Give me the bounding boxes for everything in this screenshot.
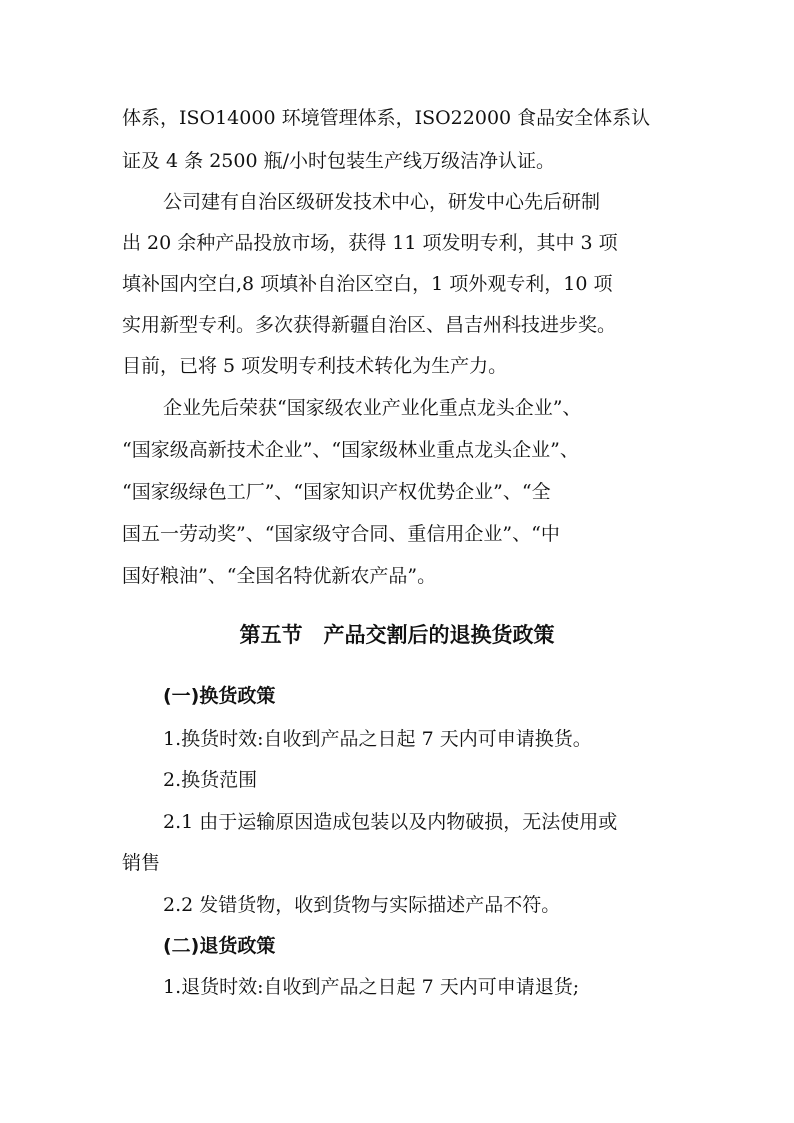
exchange-item-1: 1.换货时效:自收到产品之日起 7 天内可申请换货。 [163,728,592,750]
paragraph-line: “国家级高新技术企业”、“国家级林业重点龙头企业”、 [122,439,579,461]
return-policy-heading: (二)退货政策 [163,935,276,957]
exchange-item-2: 2.换货范围 [163,769,258,791]
paragraph-line: 国好粮油”、“全国名特优新农产品”。 [122,565,437,587]
section-title: 第五节 产品交割后的退换货政策 [239,623,555,647]
exchange-item-2-1: 2.1 由于运输原因造成包装以及内物破损，无法使用或 [163,811,618,833]
paragraph-line: 体系，ISO14000 环境管理体系，ISO22000 食品安全体系认 [122,107,651,129]
paragraph-line: 企业先后荣获“国家级农业产业化重点龙头企业”、 [163,397,582,419]
paragraph-line: 公司建有自治区级研发技术中心，研发中心先后研制 [163,191,601,213]
paragraph-line: 国五一劳动奖”、“国家级守合同、重信用企业”、“中 [122,523,560,545]
paragraph-line: 目前，已将 5 项发明专利技术转化为生产力。 [122,355,508,377]
paragraph-line: 出 20 余种产品投放市场，获得 11 项发明专利，其中 3 项 [122,232,618,254]
exchange-item-2-2: 2.2 发错货物，收到货物与实际描述产品不符。 [163,894,561,916]
return-item-1: 1.退货时效:自收到产品之日起 7 天内可申请退货; [163,976,580,998]
paragraph-line: 证及 4 条 2500 瓶/小时包装生产线万级洁净认证。 [122,150,556,172]
paragraph-line: 实用新型专利。多次获得新疆自治区、昌吉州科技进步奖。 [122,314,617,336]
paragraph-line: 填补国内空白,8 项填补自治区空白，1 项外观专利，10 项 [122,273,613,295]
exchange-item-2-1-cont: 销售 [122,852,161,874]
paragraph-line: “国家级绿色工厂”、“国家知识产权优势企业”、“全 [122,481,551,503]
exchange-policy-heading: (一)换货政策 [163,685,276,707]
